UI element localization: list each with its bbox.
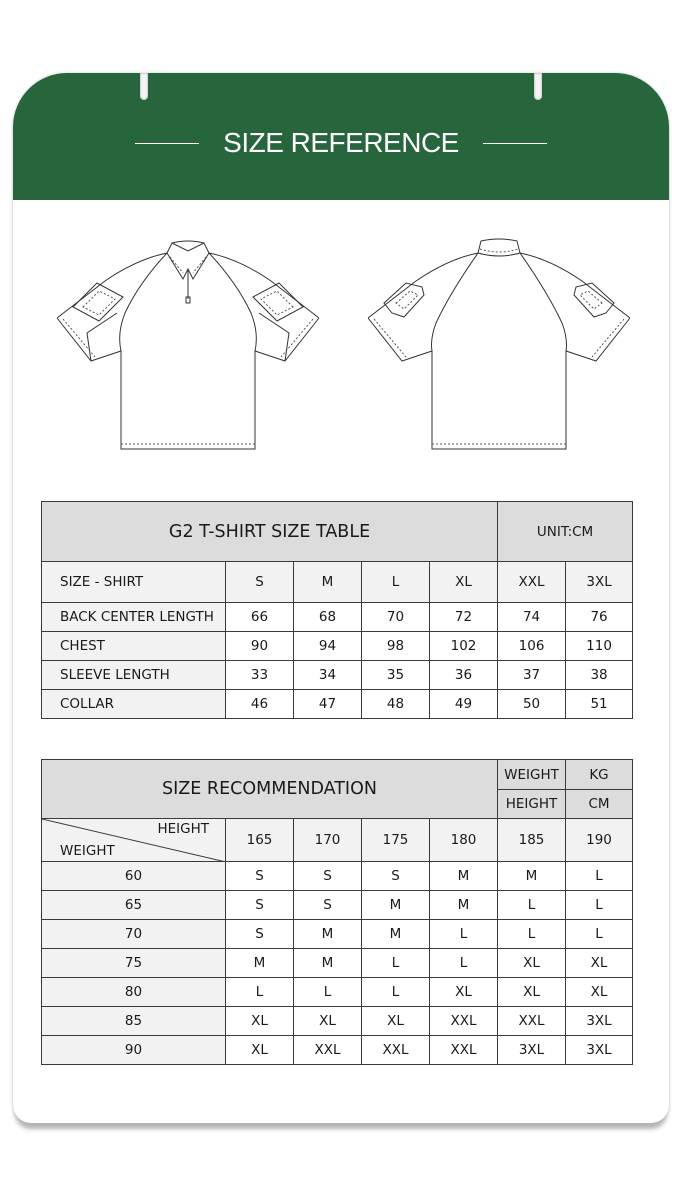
size-table (41, 501, 633, 719)
table-row (42, 949, 633, 978)
height-header-cell: 170 (294, 819, 362, 862)
measure-label: BACK CENTER LENGTH (42, 603, 226, 632)
measure-value: 36 (430, 661, 498, 690)
size-table-unit: UNIT:CM (498, 502, 633, 562)
size-cell: L (430, 949, 498, 978)
weight-cell: 60 (42, 862, 226, 891)
table-row (42, 891, 633, 920)
title-rule-right (483, 143, 547, 144)
size-cell: XL (430, 978, 498, 1007)
table-row (42, 920, 633, 949)
table-row (42, 1007, 633, 1036)
weight-cell: 80 (42, 978, 226, 1007)
height-header-cell: 180 (430, 819, 498, 862)
weight-cell: 85 (42, 1007, 226, 1036)
size-cell: XXL (362, 1036, 430, 1065)
measure-value: 47 (294, 690, 362, 719)
measure-value: 74 (498, 603, 566, 632)
height-header-cell: 190 (566, 819, 633, 862)
table-row (42, 978, 633, 1007)
size-cell: S (362, 862, 430, 891)
size-header-cell: L (362, 562, 430, 603)
size-cell: L (566, 862, 633, 891)
weight-label: WEIGHT (498, 760, 566, 790)
measure-value: 72 (430, 603, 498, 632)
measure-value: 46 (226, 690, 294, 719)
size-cell: XXL (430, 1036, 498, 1065)
corner-height-label: HEIGHT (157, 821, 209, 837)
size-cell: XL (566, 949, 633, 978)
measure-value: 33 (226, 661, 294, 690)
weight-cell: 75 (42, 949, 226, 978)
title-rule-left (135, 143, 199, 144)
header-banner (13, 73, 669, 200)
table-row (42, 603, 633, 632)
size-cell: 3XL (566, 1036, 633, 1065)
size-cell: XL (498, 978, 566, 1007)
height-header-row (42, 819, 633, 862)
height-header-cell: 185 (498, 819, 566, 862)
table-row (42, 1036, 633, 1065)
size-cell: 3XL (566, 1007, 633, 1036)
size-header-cell: 3XL (566, 562, 633, 603)
measure-value: 76 (566, 603, 633, 632)
shirt-front-icon (57, 233, 319, 458)
table-row (42, 661, 633, 690)
shirt-illustrations (13, 233, 669, 463)
size-cell: XXL (498, 1007, 566, 1036)
size-cell: XL (498, 949, 566, 978)
measure-value: 94 (294, 632, 362, 661)
size-cell: XL (226, 1036, 294, 1065)
height-header-cell: 175 (362, 819, 430, 862)
measure-value: 70 (362, 603, 430, 632)
height-header-cell: 165 (226, 819, 294, 862)
size-cell: L (430, 920, 498, 949)
measure-value: 49 (430, 690, 498, 719)
measure-value: 37 (498, 661, 566, 690)
size-cell: XL (226, 1007, 294, 1036)
measure-label: COLLAR (42, 690, 226, 719)
size-cell: M (430, 862, 498, 891)
size-header-cell: XL (430, 562, 498, 603)
hanger-notch-left (140, 73, 148, 100)
size-reference-card (13, 73, 669, 1123)
size-table-title: G2 T-SHIRT SIZE TABLE (42, 502, 498, 562)
measure-value: 34 (294, 661, 362, 690)
table-row (42, 690, 633, 719)
measure-value: 50 (498, 690, 566, 719)
size-cell: S (226, 891, 294, 920)
weight-unit: KG (566, 760, 633, 790)
measure-label: CHEST (42, 632, 226, 661)
hanger-notch-right (534, 73, 542, 100)
shirt-back-icon (368, 233, 630, 458)
size-cell: 3XL (498, 1036, 566, 1065)
size-cell: XL (362, 1007, 430, 1036)
size-cell: M (362, 920, 430, 949)
measure-value: 48 (362, 690, 430, 719)
table-row (42, 632, 633, 661)
recommendation-title: SIZE RECOMMENDATION (42, 760, 498, 819)
size-cell: M (362, 891, 430, 920)
measure-label: SLEEVE LENGTH (42, 661, 226, 690)
size-column-label: SIZE - SHIRT (42, 562, 226, 603)
measure-value: 35 (362, 661, 430, 690)
size-cell: M (226, 949, 294, 978)
table-row (42, 862, 633, 891)
diagonal-corner-cell (42, 819, 226, 862)
weight-cell: 70 (42, 920, 226, 949)
measure-value: 38 (566, 661, 633, 690)
size-cell: M (498, 862, 566, 891)
size-cell: XL (294, 1007, 362, 1036)
corner-weight-label: WEIGHT (60, 843, 115, 859)
size-cell: L (294, 978, 362, 1007)
size-cell: M (430, 891, 498, 920)
measure-value: 90 (226, 632, 294, 661)
size-cell: L (566, 891, 633, 920)
size-cell: XXL (294, 1036, 362, 1065)
size-cell: L (566, 920, 633, 949)
size-cell: S (226, 862, 294, 891)
size-cell: XXL (430, 1007, 498, 1036)
size-cell: M (294, 949, 362, 978)
page-title: SIZE REFERENCE (223, 127, 459, 158)
weight-cell: 65 (42, 891, 226, 920)
size-header-cell: S (226, 562, 294, 603)
size-cell: XL (566, 978, 633, 1007)
measure-value: 68 (294, 603, 362, 632)
size-cell: L (362, 949, 430, 978)
measure-value: 51 (566, 690, 633, 719)
size-header-row (42, 562, 633, 603)
height-unit: CM (566, 790, 633, 819)
size-header-cell: XXL (498, 562, 566, 603)
size-cell: L (362, 978, 430, 1007)
size-header-cell: M (294, 562, 362, 603)
size-cell: S (294, 862, 362, 891)
measure-value: 98 (362, 632, 430, 661)
size-cell: S (226, 920, 294, 949)
size-cell: L (498, 891, 566, 920)
measure-value: 102 (430, 632, 498, 661)
measure-value: 66 (226, 603, 294, 632)
height-label: HEIGHT (498, 790, 566, 819)
size-cell: L (226, 978, 294, 1007)
measure-value: 106 (498, 632, 566, 661)
size-recommendation-table (41, 759, 633, 1065)
measure-value: 110 (566, 632, 633, 661)
size-cell: M (294, 920, 362, 949)
size-cell: L (498, 920, 566, 949)
weight-cell: 90 (42, 1036, 226, 1065)
size-cell: S (294, 891, 362, 920)
